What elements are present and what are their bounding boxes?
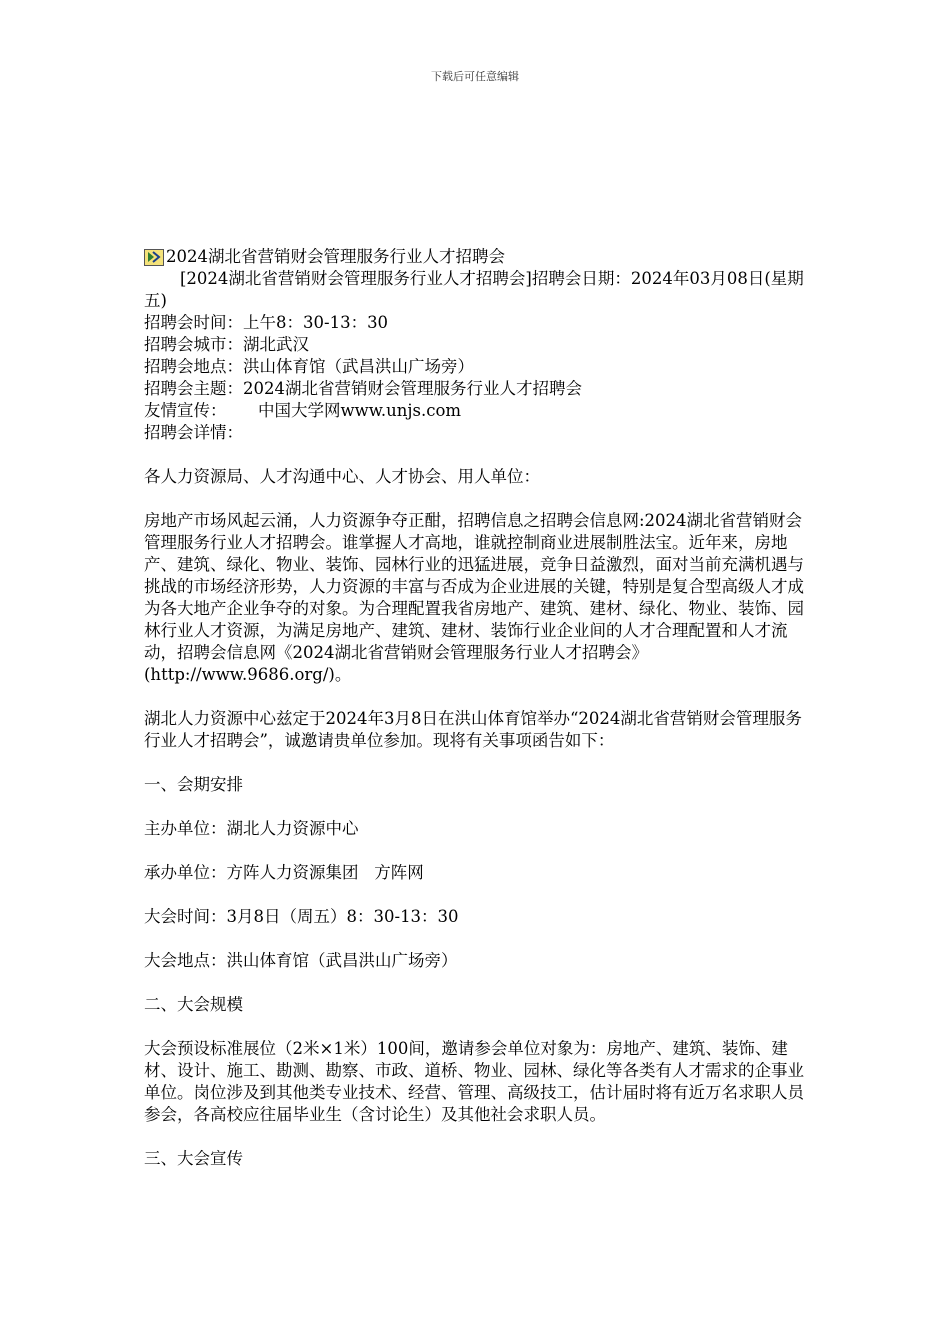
info-line-theme: 招聘会主题：2024湖北省营销财会管理服务行业人才招聘会	[144, 379, 582, 398]
paragraph-background: 房地产市场风起云涌，人力资源争夺正酣，招聘信息之招聘会信息网:2024湖北省营销财会管理服务行业人才招聘会。谁掌握人才高地，谁就控制商业进展制胜法宝。近年来，房地产、建筑、绿化、物业、装饰、园林行业的迅猛进展，竞争日益激烈，面对当前充满机遇与挑战的市场经济形势，人力资源的丰富与否成为企业进展的关键，特别是复合型高级人才成为各大地产企业争夺的对象。为合理配置我省房地产、建筑、建材、绿化、物业、装饰、园林行业人才资源，为满足房地产、建筑、建材、装饰行业企业间的人才合理配置和人才流动，招聘会信息网《2024湖北省营销财会管理服务行业人才招聘会》(http://www.9686.org/)。	[144, 511, 804, 684]
info-line-promotion: 友情宣传： 中国大学网www.unjs.com	[144, 401, 462, 420]
document-body	[144, 246, 816, 1170]
info-line-time: 招聘会时间：上午8：30-13：30	[144, 313, 389, 332]
section-heading-promotion: 三、大会宣传	[144, 1149, 243, 1168]
intro-text: [2024湖北省营销财会管理服务行业人才招聘会]招聘会日期：2024年03月08日(星期五)	[144, 269, 804, 310]
time-line: 大会时间：3月8日（周五）8：30-13：30	[144, 907, 459, 926]
title-row	[144, 246, 816, 268]
section-heading-schedule: 一、会期安排	[144, 775, 243, 794]
paragraph-invitation: 湖北人力资源中心兹定于2024年3月8日在洪山体育馆举办“2024湖北省营销财会管理服务行业人才招聘会”，诚邀请贵单位参加。现将有关事项函告如下：	[144, 709, 802, 750]
document-link-icon	[144, 249, 164, 266]
host-line: 主办单位：湖北人力资源中心	[144, 819, 359, 838]
paragraph-scale: 大会预设标准展位（2米×1米）100间，邀请参会单位对象为：房地产、建筑、装饰、建材、设计、施工、勘测、勘察、市政、道桥、物业、园林、绿化等各类有人才需求的企事业单位。岗位涉及到其他类专业技术、经营、管理、高级技工，估计届时将有近万名求职人员参会，各高校应往届毕业生（含讨论生）及其他社会求职人员。	[144, 1039, 804, 1124]
info-line-location: 招聘会地点：洪山体育馆（武昌洪山广场旁）	[144, 357, 474, 376]
salutation: 各人力资源局、人才沟通中心、人才协会、用人单位：	[144, 467, 540, 486]
organizer-line: 承办单位：方阵人力资源集团 方阵网	[144, 863, 424, 882]
page-title: 2024湖北省营销财会管理服务行业人才招聘会	[166, 247, 505, 266]
header-note: 下载后可任意编辑	[431, 70, 519, 83]
info-line-city: 招聘会城市：湖北武汉	[144, 335, 309, 354]
section-heading-scale: 二、大会规模	[144, 995, 243, 1014]
info-line-details: 招聘会详情：	[144, 423, 243, 442]
venue-line: 大会地点：洪山体育馆（武昌洪山广场旁）	[144, 951, 458, 970]
